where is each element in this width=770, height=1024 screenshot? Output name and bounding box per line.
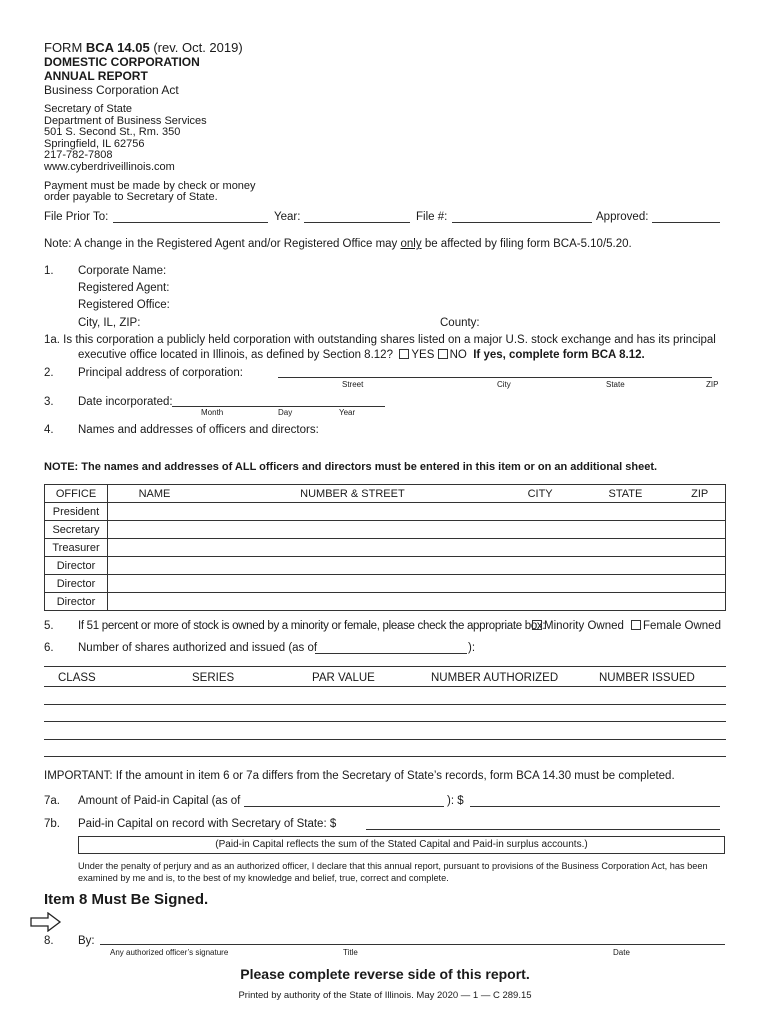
paid-in-capital-dollar: ): $: [447, 795, 464, 807]
form-title-line: [44, 40, 243, 55]
officers-directors-label: Names and addresses of officers and directors:: [78, 424, 319, 436]
shares-label-close: ):: [468, 642, 476, 654]
corporate-name-label: Corporate Name:: [78, 265, 167, 277]
zip-caption: ZIP: [706, 380, 719, 389]
year-caption: Year: [339, 408, 356, 417]
perjury-line: Under the penalty of perjury and as an authorized officer, I declare that this annual report, pursuant to provisions of the Business Corporation Act, has been: [78, 861, 708, 871]
column-header: STATE: [576, 485, 674, 503]
address-line: Springfield, IL 62756: [44, 137, 145, 150]
minority-owned-label: Minority Owned: [544, 620, 624, 632]
office-cell: Secretary: [45, 521, 108, 539]
table-row: [45, 593, 726, 611]
item1a-instruction: If yes, complete form BCA 8.12.: [473, 349, 645, 361]
printed-by-footer: Printed by authority of the State of Illinois. May 2020 — 1 — C 289.15: [238, 990, 532, 1001]
table-row: [45, 557, 726, 575]
payment-note: [44, 181, 256, 203]
column-header: ZIP: [674, 485, 725, 503]
paid-in-capital-note: [78, 836, 725, 854]
important-notice: IMPORTANT: If the amount in item 6 or 7a differs from the Secretary of State’s records, form BCA 14.30 must be completed.: [44, 770, 675, 782]
county-label: County:: [440, 317, 480, 329]
title-domestic-corporation: DOMESTIC CORPORATION: [44, 55, 200, 69]
column-header: NAME: [108, 485, 202, 503]
divider: [44, 666, 726, 667]
item1a-text: executive office located in Illinois, as defined by Section 8.12?: [78, 349, 393, 361]
form-prefix: FORM: [44, 40, 86, 55]
item7b-number: 7b.: [44, 818, 60, 830]
item1a-question-cont: [78, 349, 645, 361]
officer-entry-field[interactable]: [108, 503, 726, 521]
perjury-declaration: [78, 860, 708, 884]
office-cell: Treasurer: [45, 539, 108, 557]
column-header: NUMBER & STREET: [201, 485, 504, 503]
item1a-question: 1a. Is this corporation a publicly held corporation with outstanding shares listed on a major U.S. stock exchange and has its principal: [44, 334, 716, 346]
item2-number: 2.: [44, 367, 54, 379]
female-owned-checkbox[interactable]: [631, 620, 641, 630]
office-cell: Director: [45, 575, 108, 593]
title-annual-report: ANNUAL REPORT: [44, 69, 148, 83]
agent-change-note: [44, 238, 632, 250]
shares-entry-line[interactable]: [44, 704, 726, 705]
minority-option: [532, 620, 624, 632]
officers-table: [44, 484, 726, 611]
signature-field[interactable]: [100, 944, 725, 945]
shares-entry-line[interactable]: [44, 756, 726, 757]
file-prior-field[interactable]: [113, 222, 268, 223]
ownership-question: If 51 percent or more of stock is owned by a minority or female, please check the appropriate box:: [78, 620, 546, 632]
approved-field[interactable]: [652, 222, 720, 223]
address-line: Department of Business Services: [44, 114, 207, 127]
minority-owned-checkbox[interactable]: [532, 620, 542, 630]
approved-label: Approved:: [596, 211, 649, 223]
paid-in-capital-record-label: Paid-in Capital on record with Secretary of State: $: [78, 818, 337, 830]
city-caption: City: [497, 380, 511, 389]
payment-line: Payment must be made by check or money: [44, 180, 256, 192]
item8-heading: Item 8 Must Be Signed.: [44, 891, 209, 908]
signature-caption: Any authorized officer’s signature: [110, 948, 229, 957]
principal-address-field[interactable]: [278, 377, 712, 378]
arrow-right-icon: [30, 912, 62, 932]
item6-number: 6.: [44, 642, 54, 654]
officer-entry-field[interactable]: [108, 593, 726, 611]
item4-number: 4.: [44, 424, 54, 436]
no-label: NO: [449, 349, 467, 361]
by-label: By:: [78, 935, 95, 947]
table-row: [45, 521, 726, 539]
yes-checkbox[interactable]: [399, 349, 409, 359]
file-number-label: File #:: [416, 211, 448, 223]
column-header: SERIES: [192, 672, 235, 684]
paid-in-capital-note-text: (Paid-in Capital reflects the sum of the Stated Capital and Paid-in surplus accounts.): [215, 839, 588, 850]
column-header: CITY: [504, 485, 577, 503]
year-label: Year:: [274, 211, 301, 223]
female-option: [631, 620, 721, 632]
column-header: NUMBER AUTHORIZED: [431, 672, 559, 684]
city-zip-label: City, IL, ZIP:: [78, 317, 141, 329]
paid-in-capital-amount-field[interactable]: [470, 806, 720, 807]
officers-header-row: [45, 485, 726, 503]
file-prior-label: File Prior To:: [44, 211, 109, 223]
paid-in-capital-label: Amount of Paid-in Capital (as of: [78, 795, 241, 807]
registered-office-label: Registered Office:: [78, 299, 170, 311]
payment-line: order payable to Secretary of State.: [44, 191, 218, 203]
officer-entry-field[interactable]: [108, 539, 726, 557]
table-row: [45, 539, 726, 557]
address-line: Secretary of State: [44, 103, 133, 115]
shares-as-of-date-field[interactable]: [315, 653, 467, 654]
act-name: Business Corporation Act: [44, 83, 179, 97]
form-revision: (rev. Oct. 2019): [149, 40, 243, 55]
note-emphasis: only: [400, 238, 422, 250]
form-number: BCA 14.05: [85, 40, 150, 55]
registered-agent-label: Registered Agent:: [78, 282, 170, 294]
officer-entry-field[interactable]: [108, 521, 726, 539]
paid-in-capital-record-field[interactable]: [366, 829, 720, 830]
office-cell: Director: [45, 557, 108, 575]
column-header: OFFICE: [45, 485, 108, 503]
principal-address-label: Principal address of corporation:: [78, 367, 243, 379]
officers-note: NOTE: The names and addresses of ALL officers and directors must be entered in this item or on an additional sheet.: [44, 461, 658, 473]
no-checkbox[interactable]: [438, 349, 448, 359]
column-header: NUMBER ISSUED: [599, 672, 695, 684]
column-header: PAR VALUE: [312, 672, 375, 684]
office-cell: Director: [45, 593, 108, 611]
note-text: be affected by filing form BCA-5.10/5.20.: [421, 238, 632, 250]
item8-number: 8.: [44, 935, 54, 947]
officer-entry-field[interactable]: [108, 557, 726, 575]
year-field[interactable]: [304, 222, 410, 223]
column-header: CLASS: [58, 672, 96, 684]
note-text: Note: A change in the Registered Agent and/or Registered Office may: [44, 238, 401, 250]
yes-label: YES: [411, 349, 435, 361]
item3-number: 3.: [44, 396, 54, 408]
address-line: 217-782-7808: [44, 149, 113, 162]
file-number-field[interactable]: [452, 222, 592, 223]
date-caption: Date: [613, 948, 630, 957]
shares-entry-line[interactable]: [44, 721, 726, 722]
table-row: [45, 503, 726, 521]
date-incorporated-field[interactable]: [172, 406, 385, 407]
website-link[interactable]: www.cyberdriveillinois.com: [44, 160, 175, 173]
item7a-number: 7a.: [44, 795, 60, 807]
sos-address: [44, 104, 207, 174]
shares-label: Number of shares authorized and issued (as of: [78, 642, 318, 654]
date-incorporated-label: Date incorporated:: [78, 396, 173, 408]
item1-number: 1.: [44, 265, 54, 277]
officer-entry-field[interactable]: [108, 575, 726, 593]
paid-in-capital-date-field[interactable]: [244, 806, 444, 807]
reverse-side-reminder: Please complete reverse side of this report.: [240, 966, 530, 982]
item5-number: 5.: [44, 620, 54, 632]
office-cell: President: [45, 503, 108, 521]
state-caption: State: [606, 380, 625, 389]
title-caption: Title: [343, 948, 358, 957]
divider: [44, 686, 726, 687]
perjury-line: examined by me and is, to the best of my knowledge and belief, true, correct and complete.: [78, 873, 449, 883]
female-owned-label: Female Owned: [643, 620, 721, 632]
day-caption: Day: [278, 408, 293, 417]
street-caption: Street: [342, 380, 364, 389]
shares-entry-line[interactable]: [44, 739, 726, 740]
address-line: 501 S. Second St., Rm. 350: [44, 126, 181, 139]
table-row: [45, 575, 726, 593]
month-caption: Month: [201, 408, 224, 417]
